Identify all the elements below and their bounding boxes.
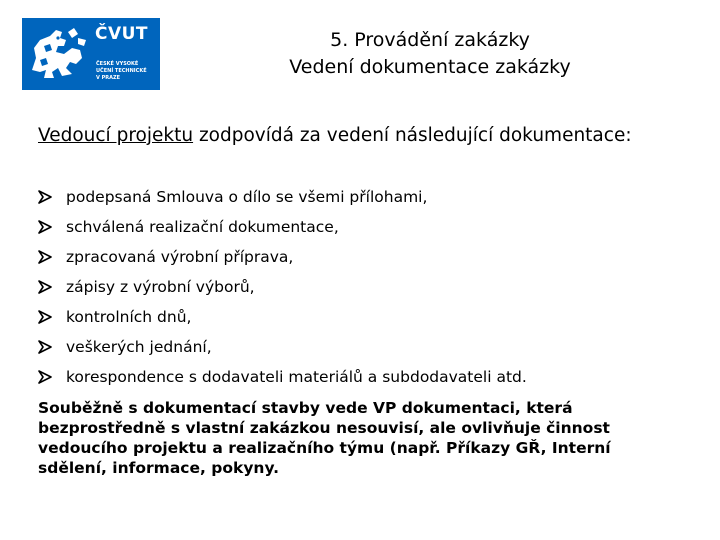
slide-title [220, 27, 640, 81]
arrowhead-bullet-icon [38, 250, 66, 264]
list-item [38, 242, 527, 272]
arrowhead-bullet-icon [38, 220, 66, 234]
logo-subtitle [96, 61, 158, 82]
closing-paragraph [38, 398, 678, 478]
cvut-logo [22, 18, 160, 90]
slide-title-line: 5. Provádění zakázky [330, 29, 530, 51]
closing-line: Souběžně s dokumentací stavby vede VP dokumentaci, která [38, 399, 573, 417]
list-item-text: zápisy z výrobní výborů, [66, 278, 255, 296]
arrowhead-bullet-icon [38, 310, 66, 324]
intro-underlined: Vedoucí projektu [38, 125, 194, 146]
list-item-text: korespondence s dodavateli materiálů a subdodavateli atd. [66, 368, 527, 386]
lion-emblem-icon [22, 18, 94, 90]
documentation-list [38, 182, 527, 392]
list-item-text: veškerých jednání, [66, 338, 212, 356]
logo-subtitle-line: UČENÍ TECHNICKÉ [96, 68, 147, 74]
logo-subtitle-line: ČESKÉ VYSOKÉ [96, 61, 139, 67]
arrowhead-bullet-icon [38, 340, 66, 354]
logo-subtitle-line: V PRAZE [96, 75, 121, 81]
closing-line: sdělení, informace, pokyny. [38, 459, 280, 477]
arrowhead-bullet-icon [38, 190, 66, 204]
list-item-text: kontrolních dnů, [66, 308, 192, 326]
list-item [38, 182, 527, 212]
logo-wordmark: ČVUT [95, 24, 149, 44]
closing-line: bezprostředně s vlastní zakázkou nesouvisí, ale ovlivňuje činnost [38, 419, 610, 437]
list-item-text: schválená realizační dokumentace, [66, 218, 339, 236]
closing-line: vedoucího projektu a realizačního týmu (např. Příkazy GŘ, Interní [38, 439, 611, 457]
list-item-text: zpracovaná výrobní příprava, [66, 248, 294, 266]
intro-paragraph [38, 124, 658, 148]
slide-subtitle-line: Vedení dokumentace zakázky [289, 56, 571, 78]
list-item [38, 332, 527, 362]
list-item [38, 362, 527, 392]
list-item [38, 212, 527, 242]
intro-text: zodpovídá za vedení následující dokumentace: [193, 125, 632, 146]
list-item-text: podepsaná Smlouva o dílo se všemi přílohami, [66, 188, 428, 206]
arrowhead-bullet-icon [38, 280, 66, 294]
list-item [38, 302, 527, 332]
arrowhead-bullet-icon [38, 370, 66, 384]
list-item [38, 272, 527, 302]
